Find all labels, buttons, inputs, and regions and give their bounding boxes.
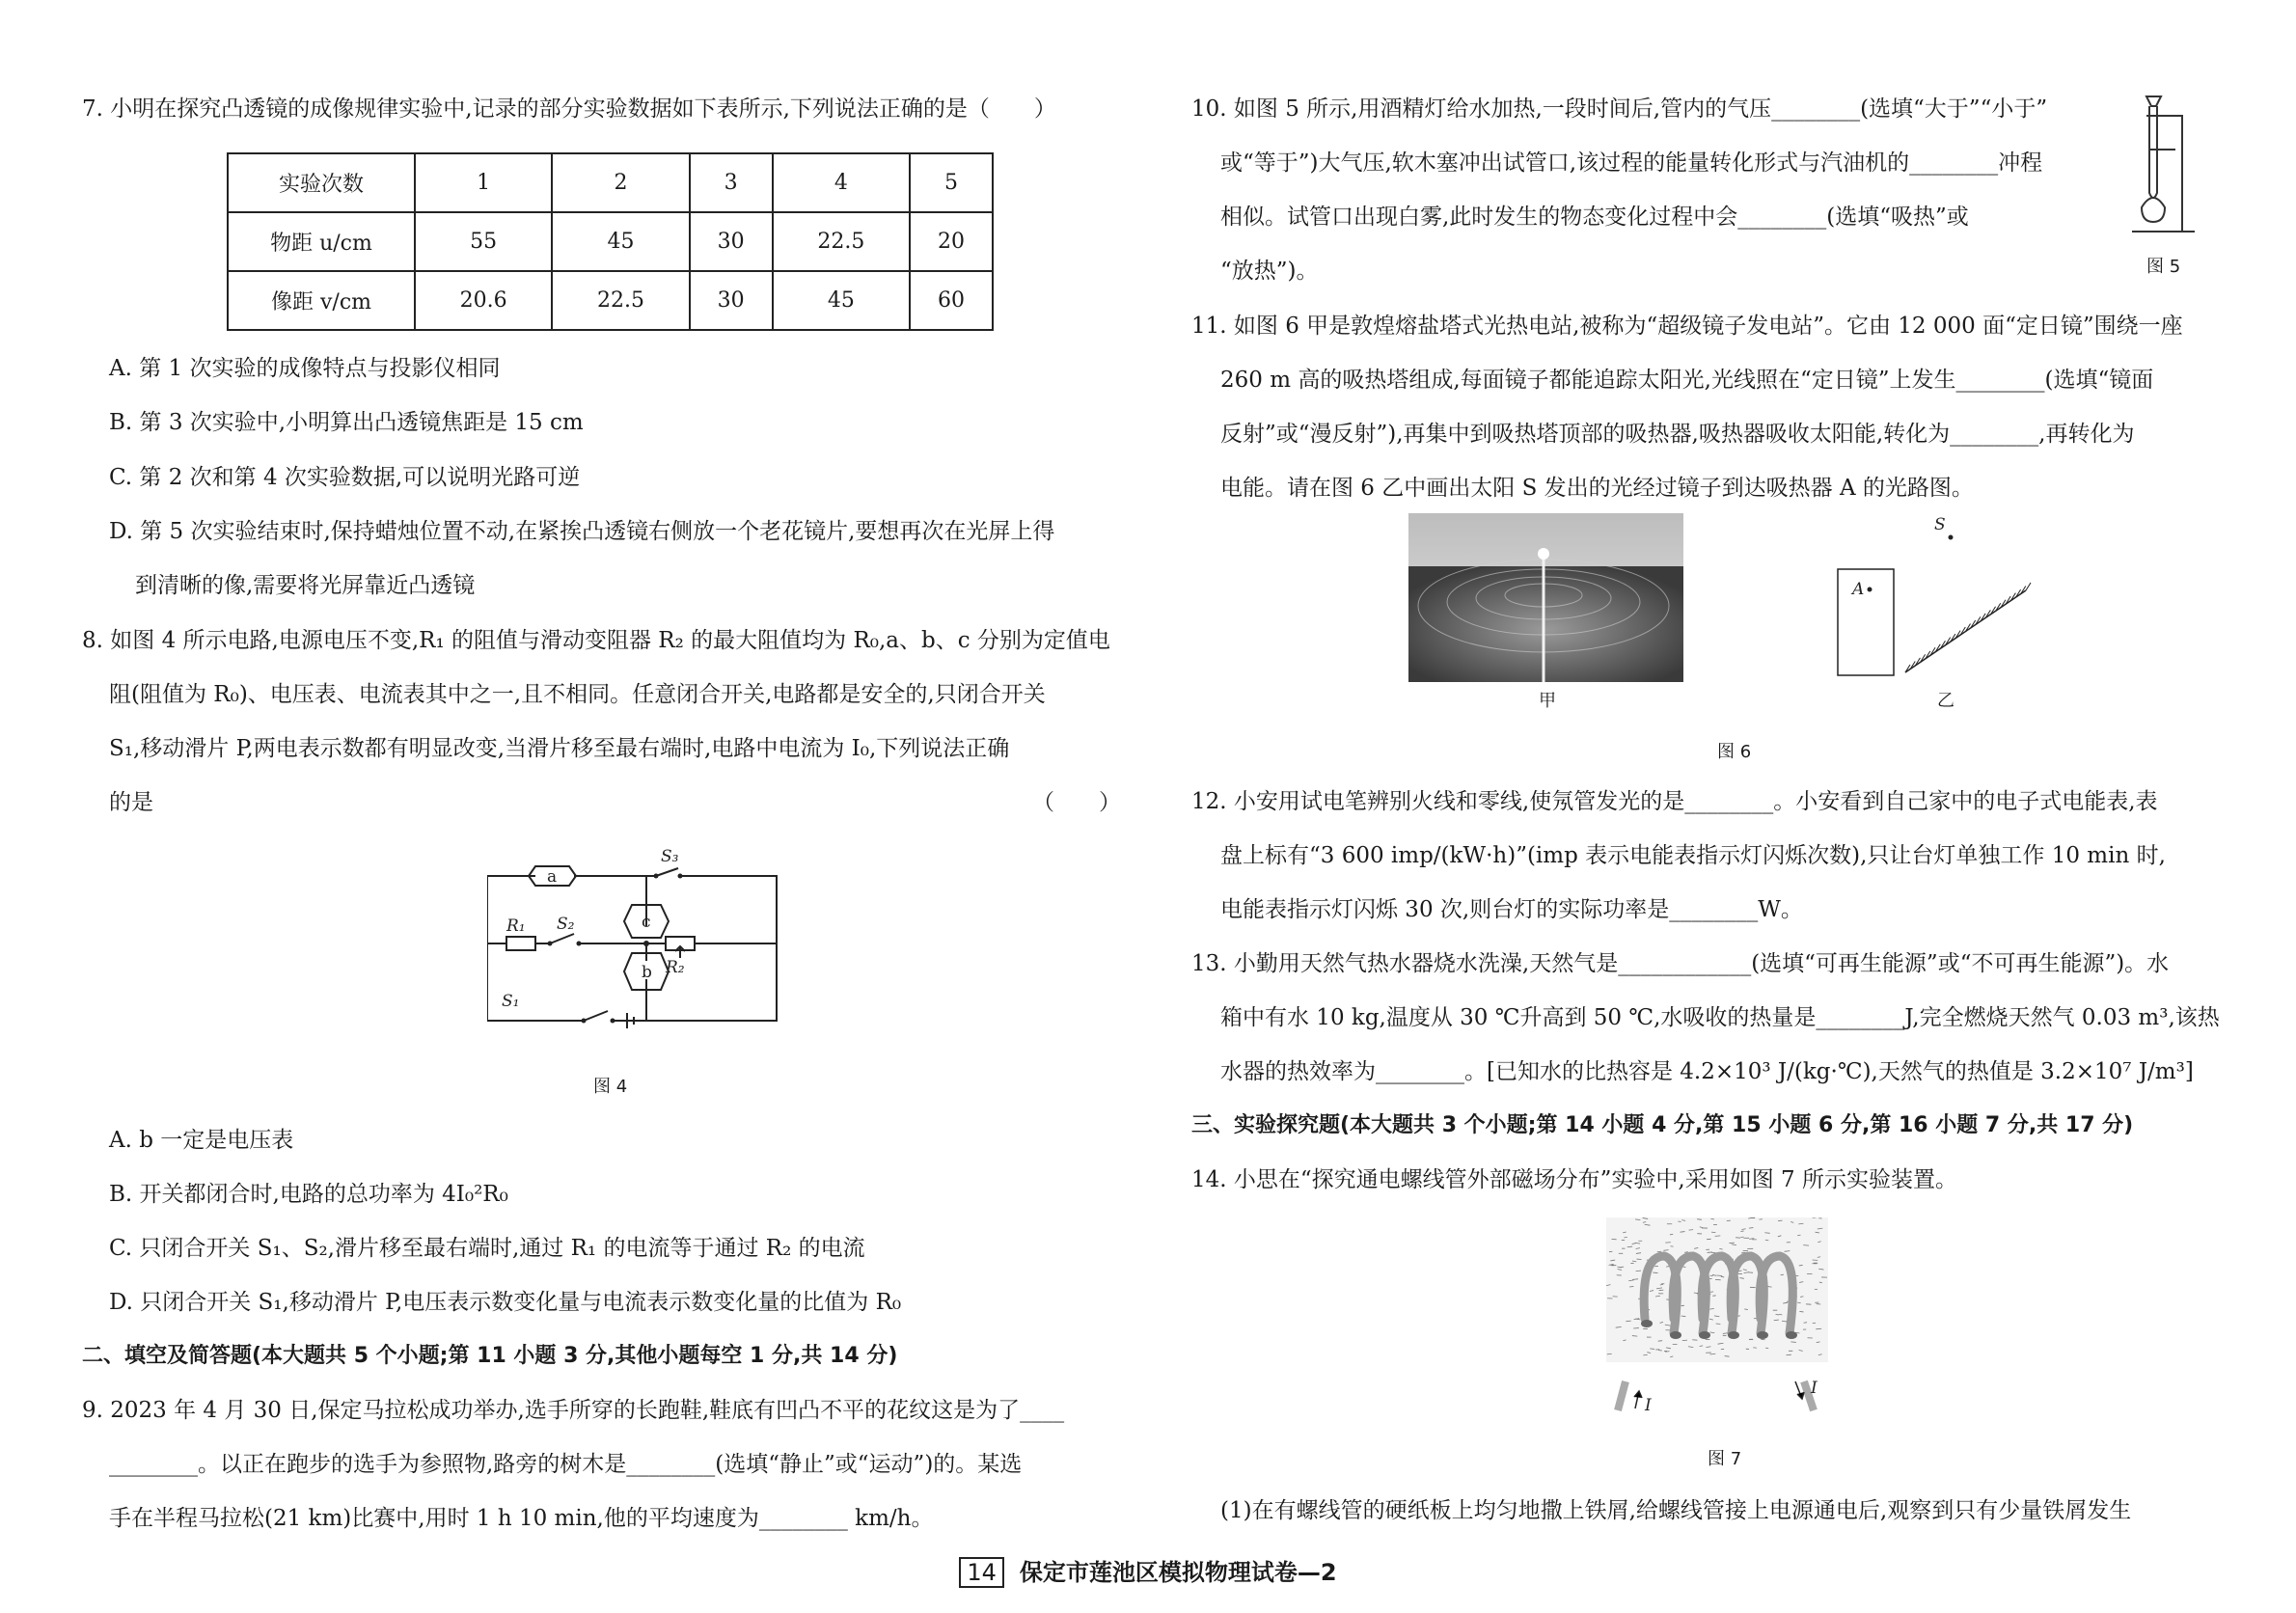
current-label-left: I	[1645, 1396, 1652, 1415]
table-cell: 实验次数	[228, 153, 415, 212]
q8-option-a: A. b 一定是电压表	[109, 1128, 294, 1153]
table-cell: 4	[773, 153, 910, 212]
q14-part1: (1)在有螺线管的硬纸板上均匀地撒上铁屑,给螺线管接上电源通电后,观察到只有少量铁屑发生	[1220, 1498, 2132, 1523]
q7-option-a: A. 第 1 次实验的成像特点与投影仪相同	[109, 356, 501, 381]
table-row	[228, 212, 993, 271]
iron-filing	[1804, 1323, 1807, 1324]
solar-plant-photo	[1408, 513, 1683, 682]
table-cell: 1	[415, 153, 552, 212]
absorber-a-label: A	[1852, 580, 1865, 599]
q8-answer-paren: （ ）	[1032, 790, 1121, 815]
q7-option-d-cont: 到清晰的像,需要将光屏靠近凸透镜	[135, 573, 476, 598]
figure-6-jia-label: 甲	[1539, 691, 1556, 711]
q11-line3: 反射”或“漫反射”),再集中到吸热塔顶部的吸热器,吸热器吸收太阳能,转化为________,再转化为	[1220, 422, 2135, 447]
table-cell: 5	[910, 153, 993, 212]
meter-b-label: b	[642, 963, 652, 982]
q13-line3: 水器的热效率为________。[已知水的比热容是 4.2×10³ J/(kg·℃),天然气的热值是 3.2×10⁷ J/m³]	[1220, 1059, 2194, 1084]
iron-filing	[1710, 1275, 1713, 1276]
table-cell: 45	[773, 271, 910, 330]
iron-filing	[1790, 1342, 1795, 1343]
mirror-hatch-line	[2026, 583, 2031, 590]
meter-a-label: a	[547, 867, 558, 887]
iron-filing	[1803, 1245, 1809, 1246]
iron-filing	[1607, 1353, 1612, 1354]
exam-title: 保定市莲池区模拟物理试卷—2	[1019, 1559, 1337, 1586]
page-footer	[0, 1553, 2296, 1588]
circuit-diagram	[487, 837, 834, 1050]
q9-line1: 9. 2023 年 4 月 30 日,保定马拉松成功举办,选手所穿的长跑鞋,鞋底有凹凸不平的花纹这是为了____	[82, 1398, 1065, 1423]
test-tube-apparatus	[2122, 92, 2200, 236]
q13-line2: 箱中有水 10 kg,温度从 30 ℃升高到 50 ℃,水吸收的热量是________J,完全燃烧天然气 0.03 m³,该热	[1220, 1005, 2220, 1030]
q10-line3: 相似。试管口出现白雾,此时发生的物态变化过程中会________(选填“吸热”或	[1220, 205, 1969, 230]
q14-line1: 14. 小思在“探究通电螺线管外部磁场分布”实验中,采用如图 7 所示实验装置。	[1191, 1167, 1957, 1192]
iron-filing	[1753, 1348, 1757, 1349]
iron-filing	[1764, 1233, 1769, 1234]
q10-line1: 10. 如图 5 所示,用酒精灯给水加热,一段时间后,管内的气压________(选填“大于”“小于”	[1191, 96, 2048, 122]
table-cell: 3	[690, 153, 773, 212]
iron-filing	[1749, 1228, 1753, 1229]
solenoid-photo	[1606, 1217, 1828, 1430]
table-cell: 2	[552, 153, 689, 212]
iron-filing	[1716, 1324, 1721, 1325]
iron-filing	[1740, 1237, 1743, 1238]
q8-option-d: D. 只闭合开关 S₁,移动滑片 P,电压表示数变化量与电流表示数变化量的比值为 R₀	[109, 1290, 902, 1315]
table-row	[228, 271, 993, 330]
iron-filing	[1717, 1275, 1722, 1276]
q12-line3: 电能表指示灯闪烁 30 次,则台灯的实际功率是________W。	[1220, 897, 1803, 922]
current-label-right: I	[1811, 1379, 1818, 1398]
iron-filing	[1781, 1274, 1784, 1275]
q13-line1: 13. 小勤用天然气热水器烧水洗澡,天然气是____________(选填“可再生能源”或“不可再生能源”)。水	[1191, 951, 2170, 976]
page-number: 14	[959, 1557, 1004, 1588]
q8-option-b: B. 开关都闭合时,电路的总功率为 4I₀²R₀	[109, 1182, 508, 1207]
iron-filing	[1629, 1286, 1633, 1287]
switch-s1-label: S₁	[502, 992, 520, 1011]
iron-filing	[1744, 1309, 1748, 1310]
q11-line2: 260 m 高的吸热塔组成,每面镜子都能追踪太阳光,光线照在“定日镜”上发生________(选填“镜面	[1220, 368, 2154, 393]
iron-filing	[1797, 1302, 1800, 1303]
iron-filing	[1715, 1236, 1721, 1237]
table-cell: 60	[910, 271, 993, 330]
resistor-r1-label: R₁	[506, 916, 526, 936]
q12-line2: 盘上标有“3 600 imp/(kW·h)”(imp 表示电能表指示灯闪烁次数),只让台灯单独工作 10 min 时,	[1220, 843, 2166, 868]
q8-line1: 8. 如图 4 所示电路,电源电压不变,R₁ 的阻值与滑动变阻器 R₂ 的最大阻值均为 R₀,a、b、c 分别为定值电	[82, 628, 1110, 653]
table-cell: 像距 v/cm	[228, 271, 415, 330]
rheostat-r2-label: R₂	[666, 958, 685, 977]
table-cell: 30	[690, 212, 773, 271]
iron-filing	[1659, 1290, 1664, 1291]
iron-filing	[1711, 1232, 1715, 1233]
table-cell: 45	[552, 212, 689, 271]
table-cell: 55	[415, 212, 552, 271]
q7-data-table	[227, 152, 994, 331]
table-row	[228, 153, 993, 212]
q11-line4: 电能。请在图 6 乙中画出太阳 S 发出的光经过镜子到达吸热器 A 的光路图。	[1220, 476, 1974, 501]
section-3-heading: 三、实验探究题(本大题共 3 个小题;第 14 小题 4 分,第 15 小题 6 分,第 16 小题 7 分,共 17 分)	[1191, 1113, 2134, 1137]
iron-filing	[1712, 1296, 1715, 1297]
q8-line4: 的是	[109, 790, 153, 815]
sun-s-label: S	[1934, 515, 1946, 534]
figure-4-caption: 图 4	[593, 1077, 628, 1097]
table-cell: 22.5	[773, 212, 910, 271]
q7-option-b: B. 第 3 次实验中,小明算出凸透镜焦距是 15 cm	[109, 410, 584, 435]
iron-filing	[1643, 1354, 1647, 1355]
q12-line1: 12. 小安用试电笔辨别火线和零线,使氖管发光的是________。小安看到自己家中的电子式电能表,表	[1191, 789, 2158, 814]
table-cell: 20	[910, 212, 993, 271]
iron-filing	[1799, 1265, 1803, 1266]
meter-c-label: c	[642, 913, 651, 932]
mirror-diagram	[1833, 513, 2084, 687]
switch-s2-label: S₂	[557, 915, 575, 934]
table-cell: 20.6	[415, 271, 552, 330]
switch-s3-label: S₃	[661, 847, 679, 866]
table-cell: 物距 u/cm	[228, 212, 415, 271]
q10-line2: 或“等于”)大气压,软木塞冲出试管口,该过程的能量转化形式与汽油机的________冲程	[1220, 150, 2043, 176]
q10-line4: “放热”)。	[1220, 259, 1319, 284]
iron-filing	[1689, 1230, 1694, 1231]
figure-7-caption: 图 7	[1708, 1449, 1742, 1469]
q8-line2: 阻(阻值为 R₀)、电压表、电流表其中之一,且不相同。任意闭合开关,电路都是安全的,只闭合开关	[109, 682, 1046, 707]
iron-filing	[1626, 1321, 1630, 1322]
iron-filing	[1816, 1328, 1821, 1329]
table-cell: 22.5	[552, 271, 689, 330]
section-2-heading: 二、填空及简答题(本大题共 5 个小题;第 11 小题 3 分,其他小题每空 1 分,共 14 分)	[82, 1344, 898, 1368]
figure-6-yi-label: 乙	[1937, 691, 1954, 711]
figure-5-caption: 图 5	[2146, 257, 2181, 277]
iron-filing	[1658, 1341, 1662, 1342]
q8-option-c: C. 只闭合开关 S₁、S₂,滑片移至最右端时,通过 R₁ 的电流等于通过 R₂ 的电流	[109, 1236, 865, 1261]
q7-option-d: D. 第 5 次实验结束时,保持蜡烛位置不动,在紧挨凸透镜右侧放一个老花镜片,要想再次在光屏上得	[109, 519, 1055, 544]
q9-line2: ________。以正在跑步的选手为参照物,路旁的树木是________(选填“静止”或“运动”)的。某选	[109, 1452, 1023, 1477]
table-cell: 30	[690, 271, 773, 330]
q8-line3: S₁,移动滑片 P,两电表示数都有明显改变,当滑片移至最右端时,电路中电流为 I₀,下列说法正确	[109, 736, 1010, 761]
figure-6-caption: 图 6	[1717, 742, 1752, 762]
q7-option-c: C. 第 2 次和第 4 次实验数据,可以说明光路可逆	[109, 465, 581, 490]
q9-line3: 手在半程马拉松(21 km)比赛中,用时 1 h 10 min,他的平均速度为________ km/h。	[109, 1506, 934, 1531]
iron-filing	[1650, 1349, 1654, 1350]
q11-line1: 11. 如图 6 甲是敦煌熔盐塔式光热电站,被称为“超级镜子发电站”。它由 12 000 面“定日镜”围绕一座	[1191, 314, 2183, 339]
q7-stem: 7. 小明在探究凸透镜的成像规律实验中,记录的部分实验数据如下表所示,下列说法正确的是（ ）	[82, 96, 1056, 122]
